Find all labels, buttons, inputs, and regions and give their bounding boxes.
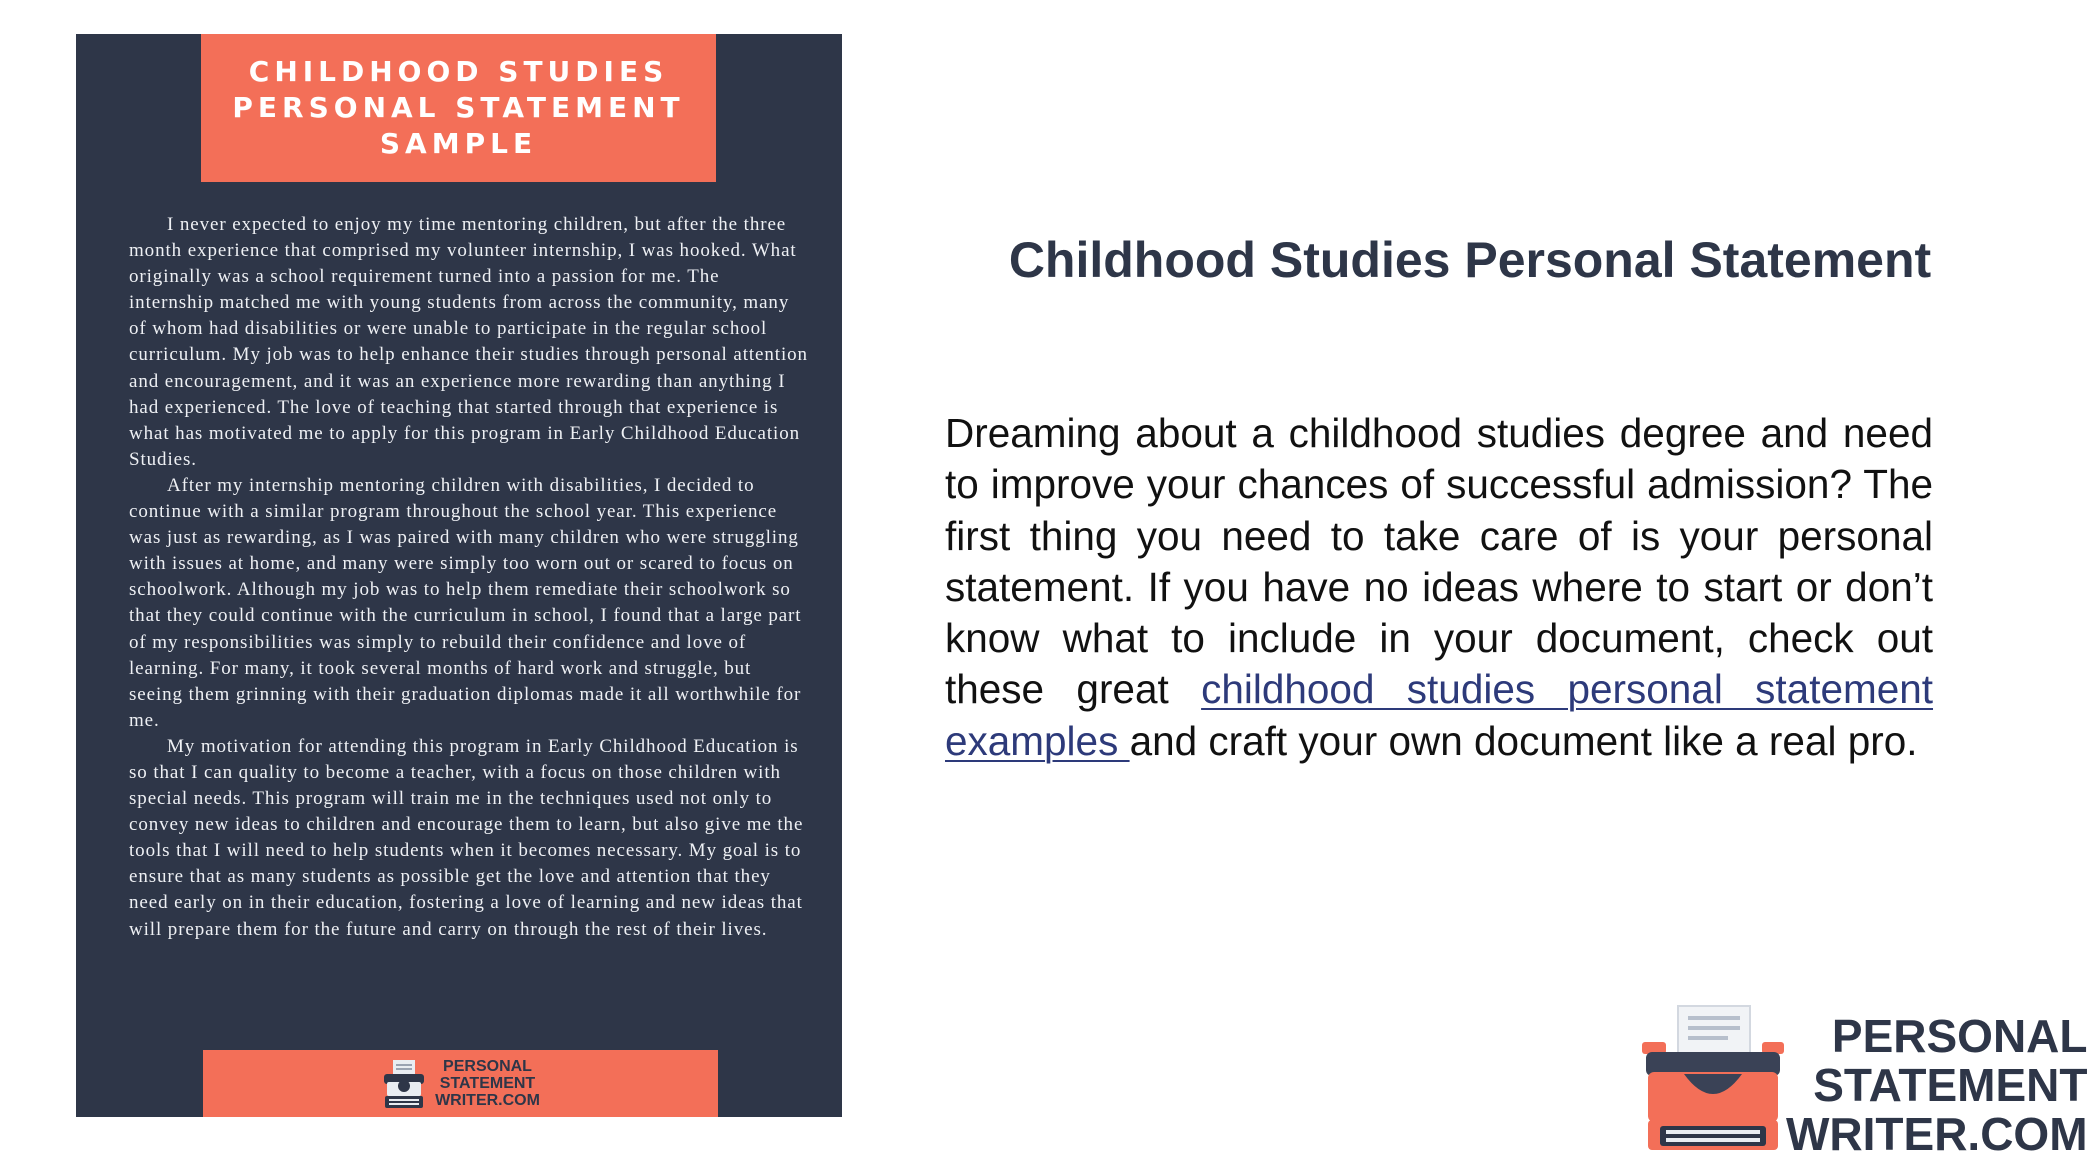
logo-line: WRITER.COM: [435, 1092, 540, 1109]
logo-line: PERSONAL: [443, 1058, 532, 1075]
poster-footer-banner: [203, 1050, 718, 1117]
brand-logo-text: [1786, 1012, 2088, 1159]
brand-line: STATEMENT: [1813, 1059, 2088, 1111]
sample-statement-poster: [76, 34, 842, 1117]
poster-footer-logo: [381, 1058, 540, 1110]
typewriter-icon: [381, 1058, 427, 1110]
brand-line: WRITER.COM: [1786, 1108, 2088, 1160]
intro-text: Dreaming about a childhood studies degree and need to improve your chances of successful admission? The first thing you need to take care of is your personal statement. If you have no ideas where to start or don’t know what to include in your document, check out these great: [945, 410, 1933, 713]
poster-footer-logo-text: [435, 1058, 540, 1109]
brand-logo: [1638, 1002, 2088, 1160]
intro-paragraph: [945, 408, 1933, 767]
intro-text-end: and craft your own document like a real pro.: [1129, 717, 1918, 764]
poster-paragraph: After my internship mentoring children with disabilities, I decided to continue with a similar program throughout the school year. This experience was just as rewarding, as I was paired with many children who were struggling with issues at home, and many were simply too worn out or scared to focus on schoolwork. Although my job was to help them remediate their schoolwork so that they could continue with the curriculum in school, I found that a large part of my responsibilities was simply to rebuild their confidence and love of learning. For many, it took several months of hard work and struggle, but seeing them grinning with their graduation diplomas made it all worthwhile for me.: [129, 474, 802, 731]
poster-title-line: SAMPLE: [379, 127, 538, 160]
poster-title-banner: [201, 34, 716, 182]
poster-paragraph: My motivation for attending this program in Early Childhood Education is so that I can quality to become a teacher, with a focus on those children with special needs. This program will train me in the techniques used not only to convey new ideas to children and encourage them to learn, but also give me the tools that I will need to help students when it becomes necessary. My goal is to ensure that as many students as possible get the love and attention that they need early on in their education, fostering a love of learning and new ideas that will prepare them for the future and carry on through the rest of their lives.: [129, 735, 804, 940]
poster-title-line: PERSONAL STATEMENT: [232, 91, 685, 124]
typewriter-icon: [1638, 1002, 1788, 1150]
brand-line: PERSONAL: [1831, 1010, 2088, 1062]
logo-line: STATEMENT: [439, 1075, 536, 1092]
poster-title-line: CHILDHOOD STUDIES: [248, 55, 669, 88]
poster-statement-text: [129, 212, 809, 943]
examples-link[interactable]: childhood studies personal statement examples: [945, 666, 1934, 764]
poster-paragraph: I never expected to enjoy my time mentoring children, but after the three month experience that comprised my volunteer internship, I was hooked. What originally was a school requirement turned into a passion for me. The internship matched me with young students from across the community, many of whom had disabilities or were unable to participate in the regular school curriculum. My job was to help enhance their studies through personal attention and encouragement, and it was an experience more rewarding than anything I had experienced. The love of teaching that started through that experience is what has motivated me to apply for this program in Early Childhood Education Studies.: [129, 214, 808, 470]
page-title: Childhood Studies Personal Statement: [1008, 232, 1932, 288]
